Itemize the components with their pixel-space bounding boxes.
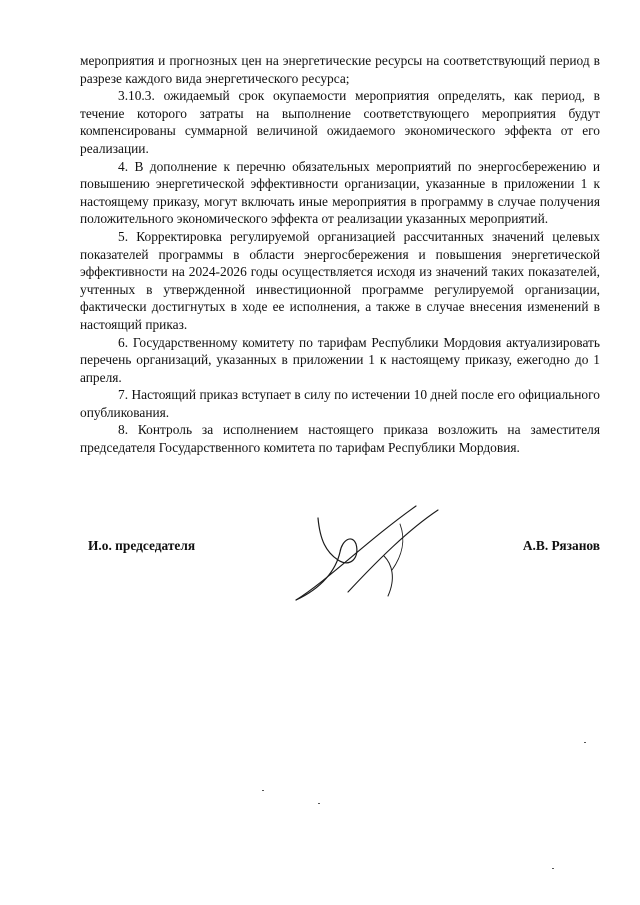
signatory-name: А.В. Рязанов: [522, 538, 600, 553]
scan-speck: [318, 803, 320, 804]
paragraph-7: 7. Настоящий приказ вступает в силу по истечении 10 дней после его официального опубликования.: [80, 387, 600, 420]
paragraph-4: 4. В дополнение к перечню обязательных мероприятий по энергосбережению и повышению энергетической эффективности организации, указанные в приложении 1 к настоящему приказу, могут включать иные мероприятия в программу в случае получения положительного экономического эффекта от реализации указанных мероприятий.: [80, 158, 600, 227]
scan-speck: [552, 868, 554, 869]
scan-speck: [262, 790, 264, 791]
signatory-position: И.о. председателя: [88, 538, 196, 553]
paragraph-6: 6. Государственному комитету по тарифам Республики Мордовия актуализировать перечень организаций, указанных в приложении 1 к настоящему приказу, ежегодно до 1 апреля.: [80, 334, 600, 385]
scan-speck: [584, 742, 586, 743]
document-body: [80, 52, 600, 457]
paragraph-5: 5. Корректировка регулируемой организацией рассчитанных значений целевых показателей программы в области энергосбережения и повышения энергетической эффективности на 2024-2026 годы осуществляется исходя из значений таких показателей, учтенных в утвержденной инвестиционной программе регулируемой организации, фактически достигнутых в ходе ее исполнения, а также в случае внесения изменений в настоящий приказ.: [80, 228, 600, 332]
paragraph-3-10-3: 3.10.3. ожидаемый срок окупаемости мероприятия определять, как период, в течение которого затраты на выполнение соответствующего мероприятия будут компенсированы суммарной величиной ожидаемого экономического эффекта от его реализации.: [80, 88, 600, 156]
handwritten-signature: [288, 500, 448, 610]
paragraph-continuation: мероприятия и прогнозных цен на энергетические ресурсы на соответствующий период в разрезе каждого вида энергетического ресурса;: [80, 53, 600, 86]
paragraph-8: 8. Контроль за исполнением настоящего приказа возложить на заместителя председателя Государственного комитета по тарифам Республики Мордовия.: [80, 422, 600, 456]
